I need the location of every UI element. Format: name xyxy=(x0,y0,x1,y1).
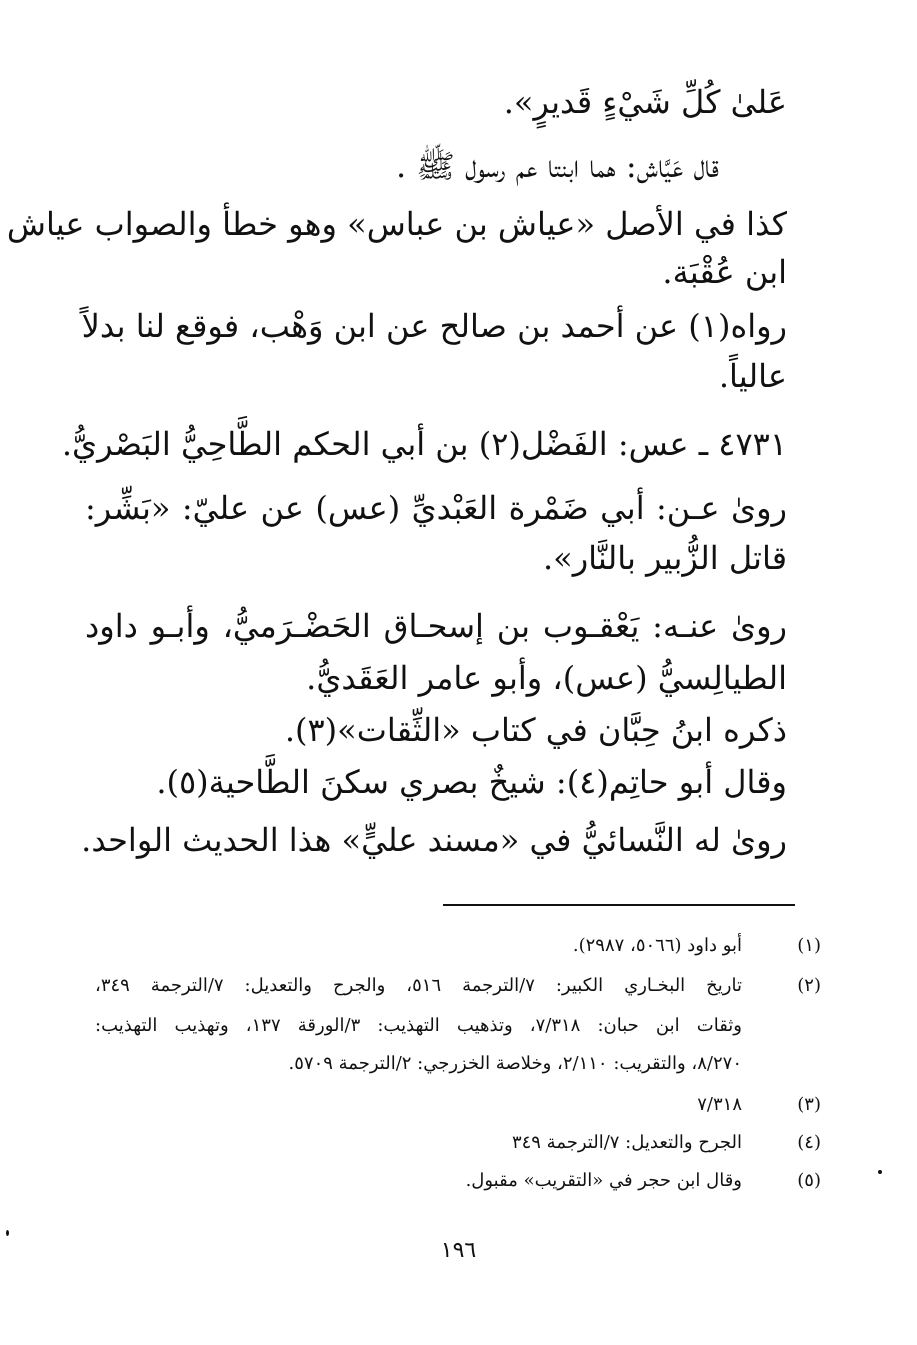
footnote-5-text: وقال ابن حجر في «التقريب» مقبول. xyxy=(465,1170,742,1191)
footnote-5-number: (٥) xyxy=(797,1170,821,1191)
body-line-4: ابن عُقْبَة. xyxy=(662,253,787,291)
body-line-12: ذكره ابنُ حِبَّان في كتاب «الثِّقات»(٣). xyxy=(284,711,787,749)
body-line-1: عَلىٰ كُلِّ شَيْءٍ قَديرٍ». xyxy=(503,83,787,121)
body-line-9: قاتل الزُّبير بالنَّار». xyxy=(542,539,787,577)
body-line-13: وقال أبو حاتِم(٤): شيخٌ بصري سكنَ الطَّاحية(٥). xyxy=(156,763,787,801)
body-line-11: الطيالِسيُّ (عس)، وأبو عامر العَقَديُّ. xyxy=(306,659,787,697)
footnote-4-text: الجرح والتعديل: ٧/الترجمة ٣٤٩ xyxy=(511,1132,742,1153)
footnote-3-text: ٧/٣١٨ xyxy=(697,1094,742,1115)
footnote-2-number: (٢) xyxy=(797,975,821,996)
page-number: ١٩٦ xyxy=(440,1238,477,1263)
body-line-3: كذا في الأصل «عياش بن عباس» وهو خطأ والصواب عياش xyxy=(6,205,787,243)
footnote-separator xyxy=(443,904,795,906)
entry-heading: ٤٧٣١ ـ عس: الفَضْل(٢) بن أبي الحكم الطَّاحِيُّ البَصْريُّ. xyxy=(61,425,787,463)
footnote-2-line-2: وثقات ابن حبان: ٧/٣١٨، وتذهيب التهذيب: ٣/الورقة ١٣٧، وتهذيب التهذيب: xyxy=(95,1015,742,1036)
body-line-5: رواه(١) عن أحمد بن صالح عن ابن وَهْب، فوقع لنا بدلاً xyxy=(81,307,787,345)
footnote-2-line-1: تاريخ البخـاري الكبير: ٧/الترجمة ٥١٦، والجرح والتعديل: ٧/الترجمة ٣٤٩، xyxy=(95,975,742,996)
footnote-4-number: (٤) xyxy=(797,1132,821,1153)
body-line-10: روىٰ عنـه: يَعْقـوب بن إسحـاق الحَضْـرَميُّ، وأبـو داود xyxy=(85,607,788,645)
footnote-1-text: أبو داود (٥٠٦٦، ٢٩٨٧). xyxy=(572,935,742,956)
body-line-14: روىٰ له النَّسائيُّ في «مسند عليٍّ» هذا الحديث الواحد. xyxy=(81,821,787,859)
body-line-6: عالياً. xyxy=(718,357,787,395)
footnote-1-number: (١) xyxy=(797,935,821,956)
scan-speck xyxy=(878,1170,882,1174)
footnote-3-number: (٣) xyxy=(797,1094,821,1115)
body-line-2: قال عَيَّاش: هما ابنتا عم رسول ﷺ . xyxy=(395,147,719,185)
body-line-8: روىٰ عـن: أبي ضَمْرة العَبْديِّ (عس) عن عليّ: «بَشِّر: xyxy=(85,489,787,527)
scan-speck xyxy=(6,1230,9,1236)
footnote-2-line-3: ٨/٢٧٠، والتقريب: ٢/١١٠، وخلاصة الخزرجي: ٢/الترجمة ٥٧٠٩. xyxy=(288,1053,742,1074)
